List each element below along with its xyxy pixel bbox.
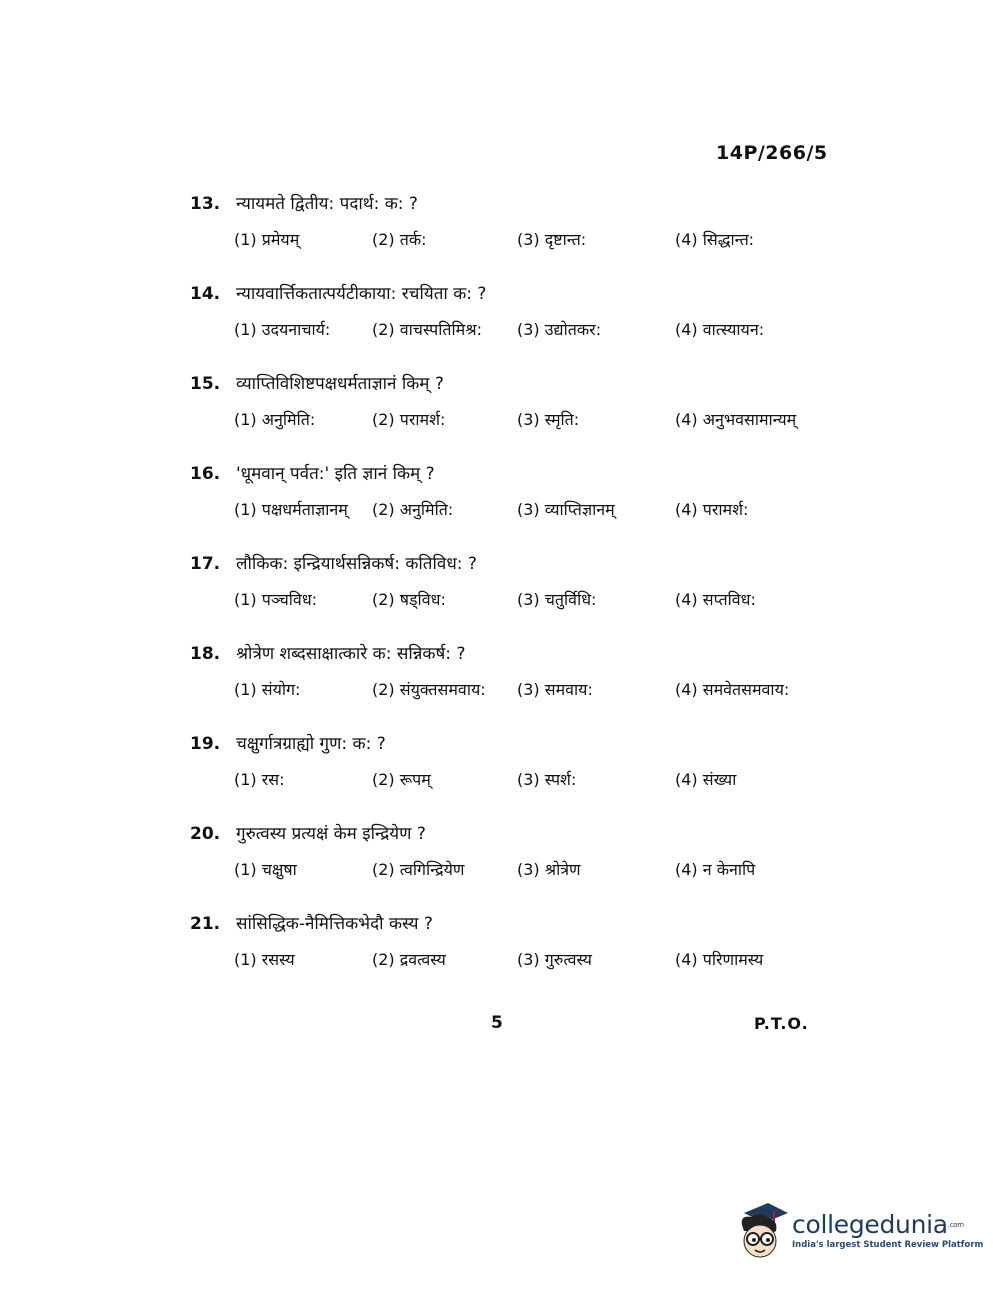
paper-code: 14P/266/5 — [716, 142, 828, 164]
option-3: (3) गुरुत्वस्य — [517, 950, 592, 969]
brand-tagline: India's largest Student Review Platform — [792, 1240, 984, 1250]
question-number: 14. — [190, 284, 221, 304]
option-2: (2) तर्क: — [372, 230, 427, 249]
option-2: (2) द्रवत्वस्य — [372, 950, 446, 969]
option-2: (2) अनुमिति: — [372, 500, 454, 519]
option-4: (4) परिणामस्य — [675, 950, 764, 969]
options-row — [190, 858, 840, 882]
pto-label: P.T.O. — [754, 1014, 809, 1033]
option-3: (3) व्याप्तिज्ञानम् — [517, 500, 615, 519]
question-text: गुरुत्वस्य प्रत्यक्षं केम इन्द्रियेण ? — [236, 824, 426, 844]
option-1: (1) पञ्चविध: — [234, 590, 318, 609]
option-4: (4) समवेतसमवाय: — [675, 680, 790, 699]
question-text: सांसिद्धिक-नैमित्तिकभेदौ कस्य ? — [236, 914, 433, 934]
option-2: (2) रूपम् — [372, 770, 431, 789]
option-2: (2) वाचस्पतिमिश्र: — [372, 320, 482, 339]
question-15 — [190, 372, 840, 462]
question-number: 13. — [190, 194, 221, 214]
question-text: श्रोत्रेण शब्दसाक्षात्कारे क: सन्निकर्ष: ? — [236, 644, 466, 664]
question-21 — [190, 912, 840, 1002]
options-row — [190, 948, 840, 972]
option-3: (3) स्पर्श: — [517, 770, 577, 789]
question-text: 'धूमवान् पर्वत:' इति ज्ञानं किम् ? — [236, 464, 435, 484]
question-16 — [190, 462, 840, 552]
option-1: (1) उदयनाचार्य: — [234, 320, 331, 339]
question-number: 15. — [190, 374, 221, 394]
option-1: (1) संयोग: — [234, 680, 301, 699]
question-text: लौकिक: इन्द्रियार्थसन्निकर्ष: कतिविध: ? — [236, 554, 477, 574]
question-text: चक्षुर्गात्रग्राह्यो गुण: क: ? — [236, 734, 386, 754]
option-4: (4) अनुभवसामान्यम् — [675, 410, 797, 429]
option-1: (1) पक्षधर्मताज्ञानम् — [234, 500, 348, 519]
option-3: (3) श्रोत्रेण — [517, 860, 581, 879]
question-19 — [190, 732, 840, 822]
option-3: (3) समवाय: — [517, 680, 593, 699]
question-number: 16. — [190, 464, 221, 484]
option-1: (1) अनुमिति: — [234, 410, 316, 429]
question-13 — [190, 192, 840, 282]
option-4: (4) परामर्श: — [675, 500, 749, 519]
option-2: (2) त्वगिन्द्रियेण — [372, 860, 465, 879]
option-4: (4) संख्या — [675, 770, 737, 789]
options-row — [190, 678, 840, 702]
option-4: (4) वात्स्यायन: — [675, 320, 765, 339]
question-17 — [190, 552, 840, 642]
question-text: न्यायमते द्वितीय: पदार्थ: क: ? — [236, 194, 418, 214]
options-row — [190, 228, 840, 252]
options-row — [190, 408, 840, 432]
option-2: (2) संयुक्तसमवाय: — [372, 680, 486, 699]
option-1: (1) प्रमेयम् — [234, 230, 300, 249]
question-number: 18. — [190, 644, 221, 664]
brand-name: collegedunia$^{.com}$ — [792, 1210, 964, 1239]
options-row — [190, 588, 840, 612]
option-1: (1) रसस्य — [234, 950, 295, 969]
option-2: (2) षड्विध: — [372, 590, 446, 609]
question-number: 17. — [190, 554, 221, 574]
option-1: (1) चक्षुषा — [234, 860, 297, 879]
question-14 — [190, 282, 840, 372]
option-3: (3) दृष्टान्त: — [517, 230, 587, 249]
question-list — [190, 192, 840, 1002]
question-number: 20. — [190, 824, 221, 844]
option-1: (1) रस: — [234, 770, 285, 789]
collegedunia-watermark — [734, 1196, 984, 1266]
options-row — [190, 768, 840, 792]
student-mascot-icon — [734, 1199, 790, 1263]
option-3: (3) चतुर्विधि: — [517, 590, 597, 609]
question-20 — [190, 822, 840, 912]
question-number: 21. — [190, 914, 221, 934]
option-2: (2) परामर्श: — [372, 410, 446, 429]
options-row — [190, 498, 840, 522]
option-3: (3) स्मृति: — [517, 410, 580, 429]
question-18 — [190, 642, 840, 732]
question-number: 19. — [190, 734, 221, 754]
options-row — [190, 318, 840, 342]
question-text: न्यायवार्त्तिकतात्पर्यटीकाया: रचयिता क: ? — [236, 284, 487, 304]
option-4: (4) सिद्धान्त: — [675, 230, 755, 249]
option-4: (4) न केनापि — [675, 860, 756, 879]
question-text: व्याप्तिविशिष्टपक्षधर्मताज्ञानं किम् ? — [236, 374, 444, 394]
option-4: (4) सप्तविध: — [675, 590, 756, 609]
page-number: 5 — [491, 1013, 503, 1033]
option-3: (3) उद्योतकर: — [517, 320, 602, 339]
